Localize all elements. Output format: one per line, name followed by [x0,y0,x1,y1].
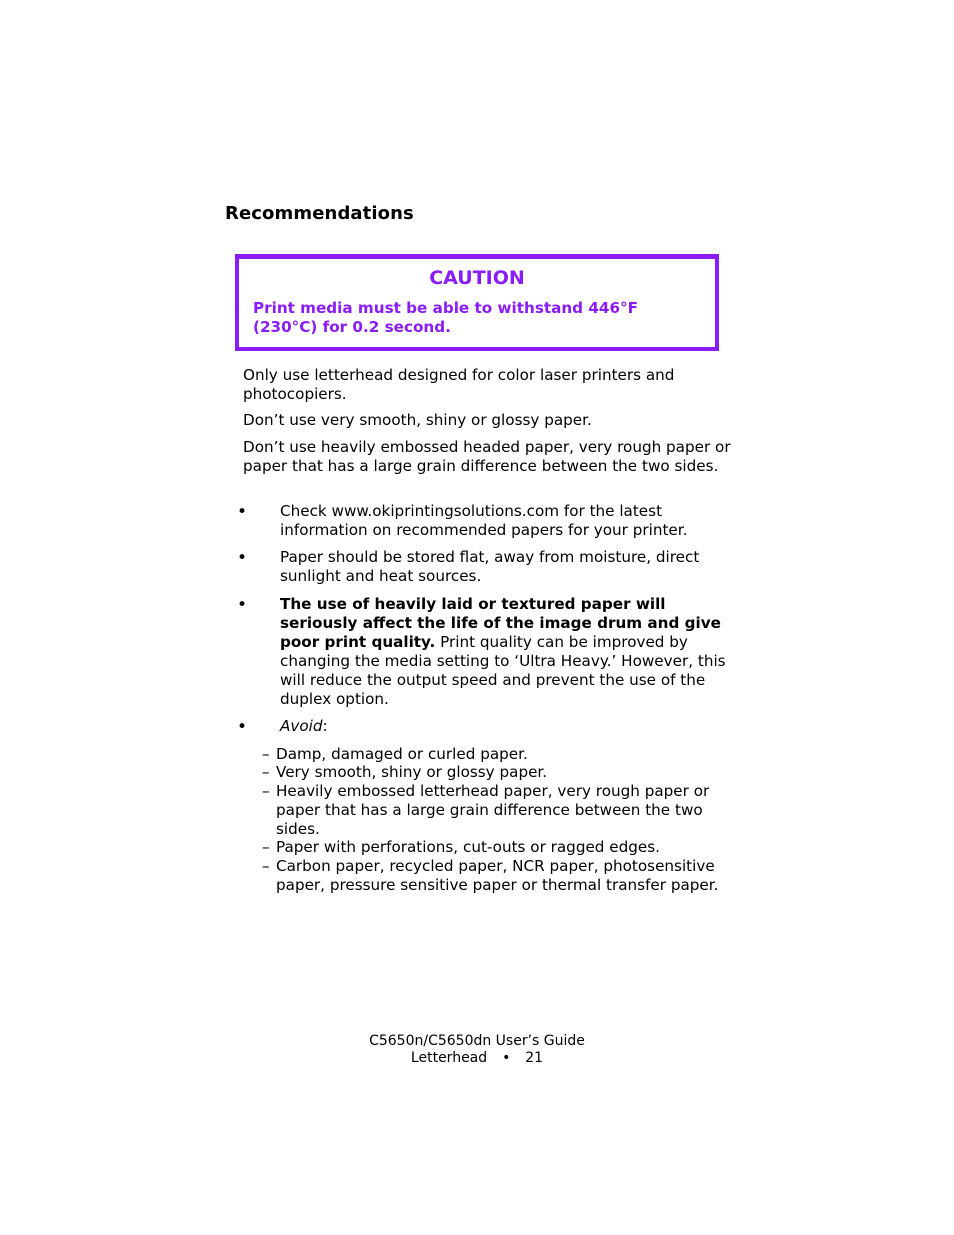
dash-marker: – [262,745,270,763]
bullet-icon: • [237,717,248,737]
bullet-icon: • [237,548,248,568]
caution-text-line2: (230°C) for 0.2 second. [253,318,451,336]
avoid-list-item-text: Heavily embossed letterhead paper, very rough paper or paper that has a large grain difference between the two sides. [276,782,710,838]
avoid-list-item [262,745,732,764]
avoid-list-item [262,763,732,782]
bullet-item-textured-rest: Print quality can be improved by changing the media setting to ‘Ultra Heavy.’ However, this will reduce the output speed and prevent the use of the duplex option. [280,632,726,708]
paragraph-smooth-paper: Don’t use very smooth, shiny or glossy paper. [243,411,592,429]
bullet-icon: • [237,595,248,615]
footer-section-name: Letterhead [410,1050,488,1066]
avoid-list-item-text: Very smooth, shiny or glossy paper. [276,763,548,781]
dash-marker: – [262,838,270,856]
bullet-item-website: Check www.okiprintingsolutions.com for the latest information on recommended papers for your printer. [280,502,688,539]
paragraph-embossed-paper: Don’t use heavily embossed headed paper, very rough paper or paper that has a large grain difference between the two sides. [243,438,731,475]
caution-title: CAUTION [429,267,525,289]
avoid-list-item [262,857,732,895]
avoid-list-item [262,782,732,839]
avoid-list-item [262,838,732,857]
bullet-item-textured-paper [280,595,732,708]
footer-guide-title: C5650n/C5650dn User’s Guide [369,1033,585,1049]
avoid-label: Avoid [280,717,323,735]
footer-page-number: 21 [525,1050,544,1066]
dash-marker: – [262,857,270,875]
bullet-item-storage: Paper should be stored flat, away from moisture, direct sunlight and heat sources. [280,548,700,585]
bullet-item-textured-bold: The use of heavily laid or textured paper will seriously affect the life of the image drum and give poor print quality. [280,595,721,651]
avoid-list-item-text: Paper with perforations, cut-outs or ragged edges. [276,838,660,856]
bullet-icon: • [237,502,248,522]
footer-separator: • [502,1050,511,1066]
avoid-colon: : [322,717,328,735]
bullet-item-avoid [280,717,732,736]
avoid-list-item-text: Damp, damaged or curled paper. [276,745,528,763]
section-heading: Recommendations [225,203,414,224]
avoid-list-item-text: Carbon paper, recycled paper, NCR paper, photosensitive paper, pressure sensitive paper or thermal transfer paper. [276,857,719,894]
dash-marker: – [262,782,270,800]
caution-text-line1: Print media must be able to withstand 446°F [253,299,639,317]
caution-box [235,254,719,351]
footer-page-info [0,1050,954,1068]
paragraph-letterhead-use: Only use letterhead designed for color laser printers and photocopiers. [243,366,675,403]
dash-marker: – [262,763,270,781]
caution-text [253,299,693,337]
